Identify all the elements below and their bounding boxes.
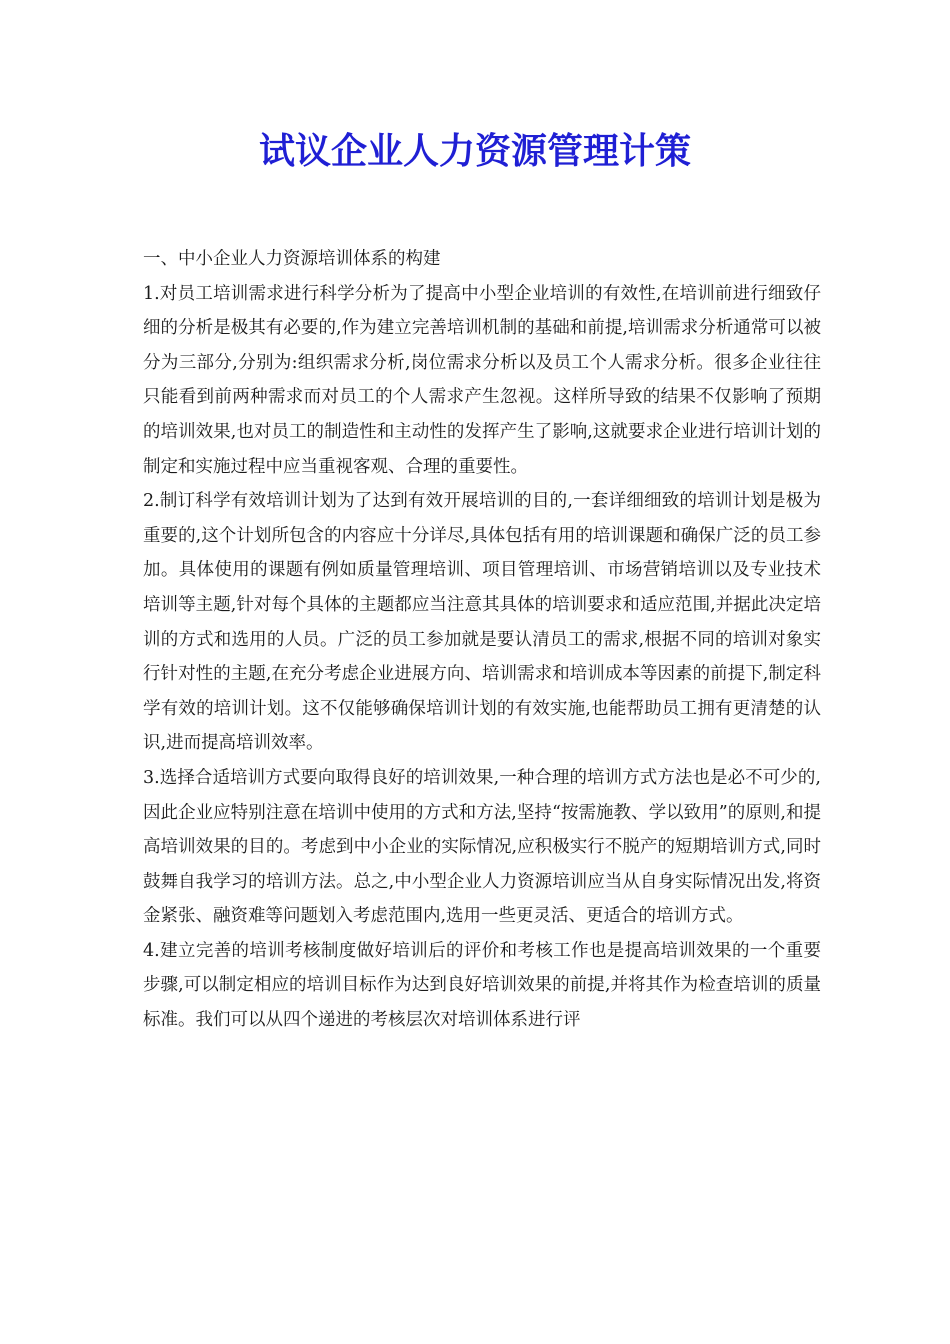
paragraph: 2.制订科学有效培训计划为了达到有效开展培训的目的,一套详细细致的培训计划是极为重要的,这个计划所包含的内容应十分详尽,具体包括有用的培训课题和确保广泛的员工参加。具体使用的课题有例如质量管理培训、项目管理培训、市场营销培训以及专业技术培训等主题,针对每个具体的主题都应当注意其具体的培训要求和适应范围,并据此决定培训的方式和选用的人员。广泛的员工参加就是要认清员工的需求,根据不同的培训对象实行针对性的主题,在充分考虑企业进展方向、培训需求和培训成本等因素的前提下,制定科学有效的培训计划。这不仅能够确保培训计划的有效实施,也能帮助员工拥有更清楚的认识,进而提高培训效率。 bbox=[143, 491, 821, 754]
paragraph: 4.建立完善的培训考核制度做好培训后的评价和考核工作也是提高培训效果的一个重要步骤,可以制定相应的培训目标作为达到良好培训效果的前提,并将其作为检查培训的质量标准。我们可以从四个递进的考核层次对培训体系进行评 bbox=[143, 940, 821, 1031]
paragraph: 3.选择合适培训方式要向取得良好的培训效果,一种合理的培训方式方法也是必不可少的,因此企业应特别注意在培训中使用的方式和方法,坚持“按需施教、学以致用”的原则,和提高培训效果的目的。考虑到中小企业的实际情况,应积极实行不脱产的短期培训方式,同时鼓舞自我学习的培训方法。总之,中小型企业人力资源培训应当从自身实际情况出发,将资金紧张、融资难等问题划入考虑范围内,选用一些更灵活、更适合的培训方式。 bbox=[143, 767, 821, 927]
document-body bbox=[143, 242, 821, 1038]
paragraph: 1.对员工培训需求进行科学分析为了提高中小型企业培训的有效性,在培训前进行细致仔细的分析是极其有必要的,作为建立完善培训机制的基础和前提,培训需求分析通常可以被分为三部分,分别为:组织需求分析,岗位需求分析以及员工个人需求分析。很多企业往往只能看到前两种需求而对员工的个人需求产生忽视。这样所导致的结果不仅影响了预期的培训效果,也对员工的制造性和主动性的发挥产生了影响,这就要求企业进行培训计划的制定和实施过程中应当重视客观、合理的重要性。 bbox=[143, 283, 821, 477]
section-heading: 一、中小企业人力资源培训体系的构建 bbox=[143, 249, 441, 269]
document-title: 试议企业人力资源管理计策 bbox=[258, 131, 691, 172]
